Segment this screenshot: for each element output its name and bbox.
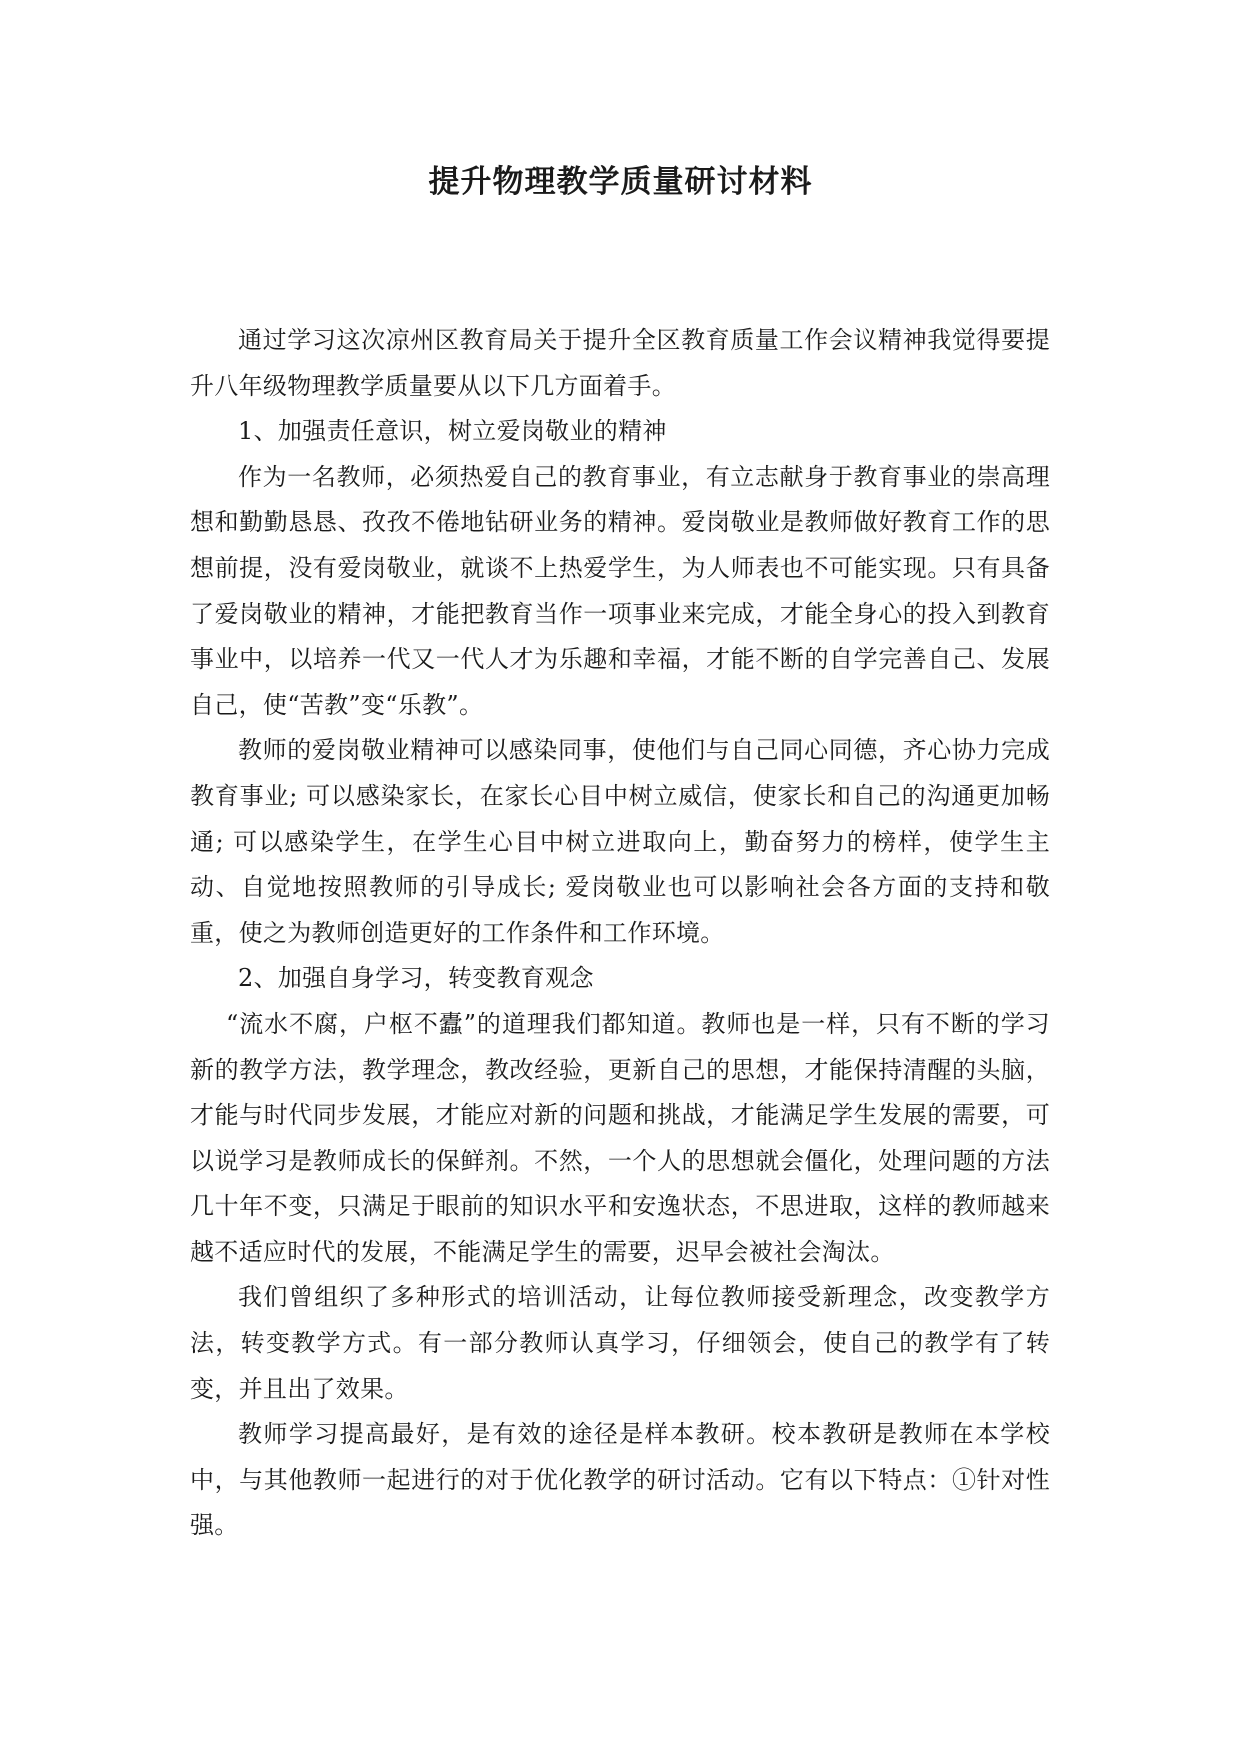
section-heading-1: 1、加强责任意识，树立爱岗敬业的精神 [238, 417, 667, 446]
document-body [190, 318, 1050, 1549]
paragraph-intro: 通过学习这次凉州区教育局关于提升全区教育质量工作会议精神我觉得要提升八年级物理教学质量要从以下几方面着手。 [190, 326, 1050, 400]
paragraph-learning: “流水不腐，户枢不蠹”的道理我们都知道。教师也是一样，只有不断的学习新的教学方法，教学理念，教改经验，更新自己的思想，才能保持清醒的头脑，才能与时代同步发展，才能应对新的问题和挑战，才能满足学生发展的需要，可以说学习是教师成长的保鲜剂。不然，一个人的思想就会僵化，处理问题的方法几十年不变，只满足于眼前的知识水平和安逸状态，不思进取，这样的教师越来越不适应时代的发展，不能满足学生的需要，迟早会被社会淘汰。 [190, 1009, 1050, 1266]
document-title: 提升物理教学质量研讨材料 [428, 164, 813, 200]
paragraph-influence: 教师的爱岗敬业精神可以感染同事，使他们与自己同心同德，齐心协力完成教育事业; 可以感染家长，在家长心目中树立威信，使家长和自己的沟通更加畅通; 可以感染学生，在学生心目中树立进取向上，勤奋努力的榜样，使学生主动、自觉地按照教师的引导成长; 爱岗敬业也可以影响社会各方面的支持和敬重，使之为教师创造更好的工作条件和工作环境。 [190, 736, 1050, 947]
paragraph-dedication: 作为一名教师，必须热爱自己的教育事业，有立志献身于教育事业的崇高理想和勤勤恳恳、孜孜不倦地钻研业务的精神。爱岗敬业是教师做好教育工作的思想前提，没有爱岗敬业，就谈不上热爱学生，为人师表也不可能实现。只有具备了爱岗敬业的精神，才能把教育当作一项事业来完成，才能全身心的投入到教育事业中，以培养一代又一代人才为乐趣和幸福，才能不断的自学完善自己、发展自己，使“苦教”变“乐教”。 [190, 462, 1050, 719]
paragraph-school-research: 教师学习提高最好，是有效的途径是样本教研。校本教研是教师在本学校中，与其他教师一起进行的对于优化教学的研讨活动。它有以下特点：①针对性强。 [190, 1420, 1050, 1540]
section-heading-2: 2、加强自身学习，转变教育观念 [238, 964, 594, 993]
paragraph-training: 我们曾组织了多种形式的培训活动，让每位教师接受新理念，改变教学方法，转变教学方式。有一部分教师认真学习，仔细领会，使自己的教学有了转变，并且出了效果。 [190, 1283, 1050, 1403]
